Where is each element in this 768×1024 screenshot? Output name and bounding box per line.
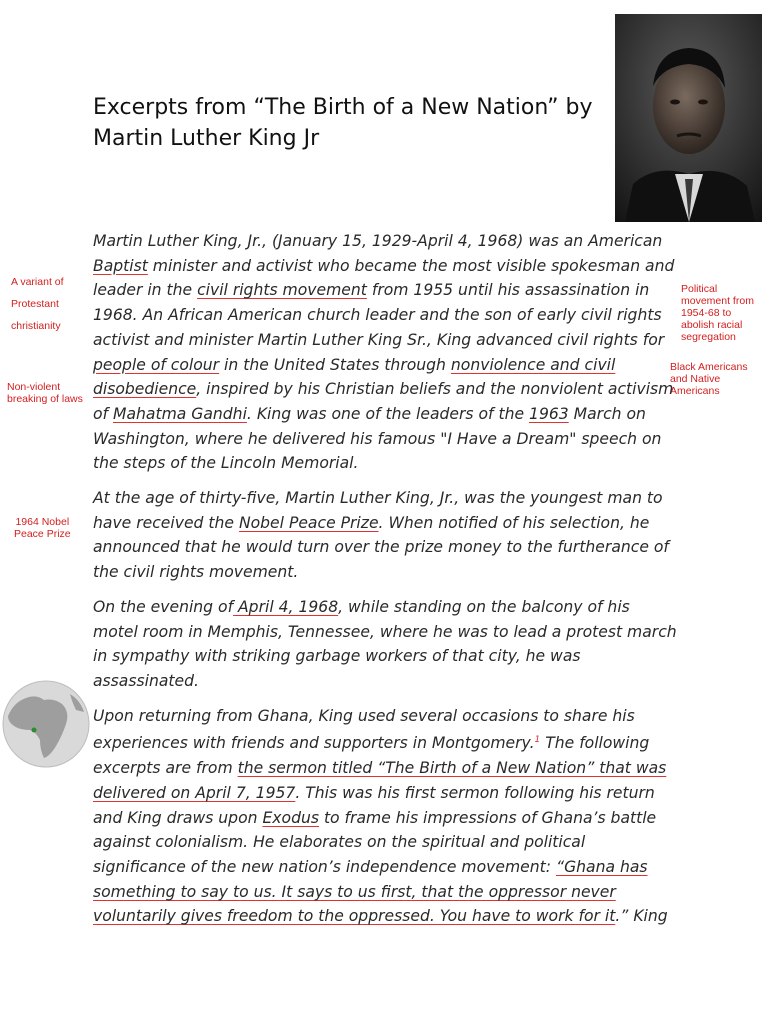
link-sermon[interactable]: the sermon titled “The Birth of a New Nation” that was delivered on April 7, 1957: [93, 759, 667, 802]
document-body: [93, 229, 678, 939]
note-civil-disobedience: Non-violent breaking of laws: [7, 381, 83, 405]
title-line-1: Excerpts from “The Birth of a New Nation” by: [93, 95, 593, 120]
paragraph-2: At the age of thirty-five, Martin Luther King, Jr., was the youngest man to have received the Nobel Peace Prize. When notified of his selection, he announced that he would turn over the prize money to the furtherance of the civil rights movement.: [93, 489, 669, 582]
note-baptist: A variant of Protestant christianity: [11, 276, 64, 332]
title-line-2: Martin Luther King Jr: [93, 126, 320, 151]
note-people-of-colour: Black Americans and Native Americans: [670, 361, 748, 397]
link-nobel-peace-prize[interactable]: Nobel Peace Prize: [238, 513, 379, 532]
link-exodus[interactable]: Exodus: [262, 808, 319, 827]
link-nonviolence[interactable]: nonviolence and civil disobedience: [93, 355, 616, 399]
link-people-of-colour[interactable]: people of colour: [93, 355, 220, 374]
link-ghana-quote[interactable]: “Ghana has something to say to us. It says to us first, that the oppressor never voluntarily gives freedom to the oppressed. You have to work for it: [93, 858, 648, 926]
ghana-globe-image: [0, 680, 92, 768]
paragraph-1: Martin Luther King, Jr., (January 15, 1929-April 4, 1968) was an American Baptist minister and activist who became the most visible spokesman and leader in the civil rights movement from 1955 until his assassination in 1968. An African American church leader and the son of early civil rights activist and minister Martin Luther King Sr., King advanced civil rights for people of colour in the United States through nonviolence and civil disobedience, inspired by his Christian beliefs and the nonviolent activism of Mahatma Gandhi. King was one of the leaders of the 1963 March on Washington, where he delivered his famous "I Have a Dream" speech on the steps of the Lincoln Memorial.: [93, 232, 675, 473]
link-mahatma-gandhi[interactable]: Mahatma Gandhi: [113, 404, 247, 423]
link-1963[interactable]: 1963: [529, 404, 569, 423]
link-civil-rights-movement[interactable]: civil rights movement: [197, 281, 367, 300]
link-baptist[interactable]: Baptist: [93, 256, 148, 275]
portrait-photo: [615, 14, 762, 222]
footnote-marker[interactable]: 1: [534, 735, 541, 746]
document-title: [93, 92, 633, 154]
link-april-4-1968[interactable]: April 4, 1968: [233, 597, 339, 616]
note-civil-rights: Political movement from 1954-68 to abolish racial segregation: [681, 283, 754, 343]
paragraph-4: Upon returning from Ghana, King used several occasions to share his experiences with friends and supporters in Montgomery.$^1$ The following excerpts are from the sermon titled “The Birth of a New Nation” that was delivered on April 7, 1957. This was his first sermon following his return and King draws upon Exodus to frame his impressions of Ghana’s battle against colonialism. He elaborates on the spiritual and political significance of the new nation’s independence movement: “Ghana has something to say to us. It says to us first, that the oppressor never voluntarily gives freedom to the oppressed. You have to work for it.” King: [93, 706, 668, 926]
paragraph-3: On the evening of April 4, 1968, while standing on the balcony of his motel room in Memphis, Tennessee, where he was to lead a protest march in sympathy with striking garbage workers of that city, he was assassinated.: [93, 597, 677, 690]
note-nobel: 1964 Nobel Peace Prize: [14, 516, 71, 540]
